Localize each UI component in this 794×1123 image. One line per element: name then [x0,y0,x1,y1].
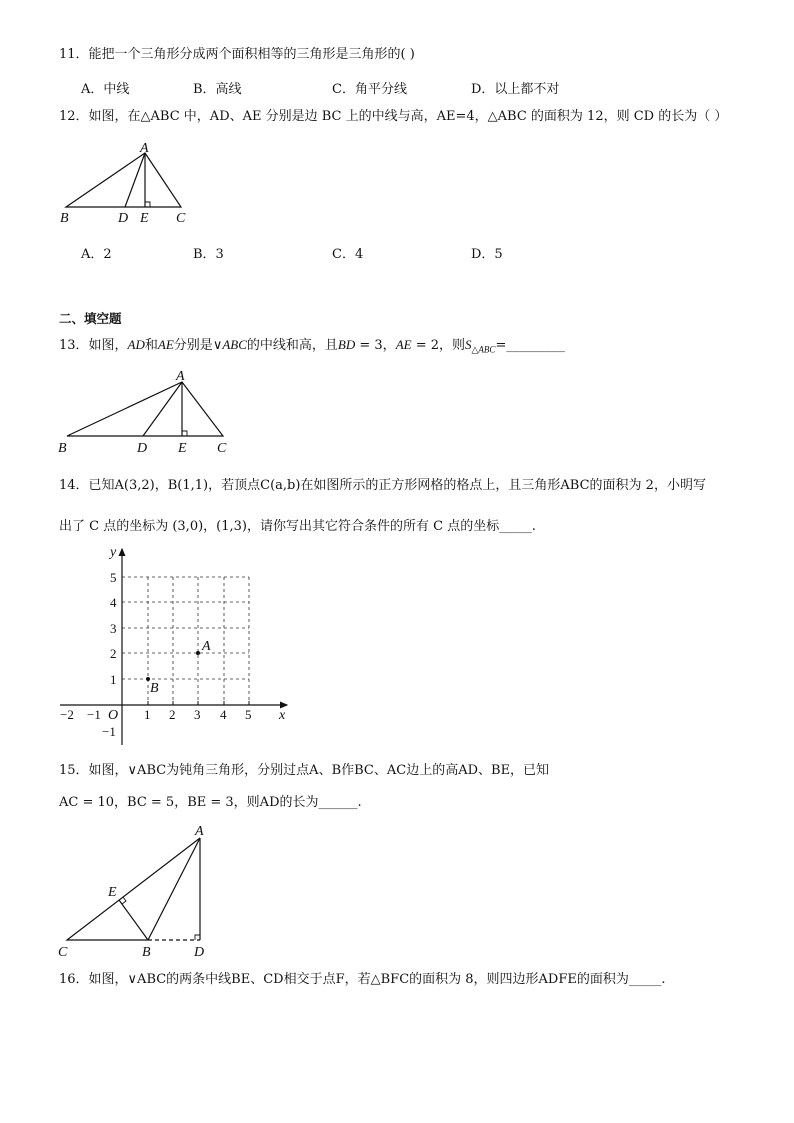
q15-label-d: D [194,945,205,960]
q14-line1: 14．已知A(3,2)，B(1,1)，若顶点C(a,b)在如图所示的正方形网格的格点上，且三角形ABC的面积为 2，小明写 [59,478,706,493]
q14-axis-y-label: y [110,545,117,560]
q14-x-tick: −2 [60,707,74,722]
q14-x-tick: 5 [245,707,252,722]
q13-label-d: D [137,441,148,456]
q13-stem: 13．如图，AD和AE分别是∨ABC的中线和高，且BD = 3，AE = 2，则$S_{\triangle ABC}=\_\_\_\_\_\_\_\_\_$ [59,337,565,355]
q14-y-tick: 4 [110,595,117,610]
q14-origin-label: O [108,708,119,723]
q14-axis-x-label: x [279,708,286,723]
q14-y-tick: 2 [110,646,117,661]
q12-stem: 12．如图，在△ABC 中，AD、AE 分别是边 BC 上的中线与高，AE=4，△ABC 的面积为 12，则 CD 的长为（ ） [59,109,728,124]
q14-point-b-label: B [150,681,159,696]
q12-label-b: B [60,211,69,226]
q14-x-tick: 2 [169,707,176,722]
q16-stem: 16．如图，∨ABC的两条中线BE、CD相交于点F，若△BFC的面积为 8，则四边形ADFE的面积为_____. [59,972,666,987]
q13-label-c: C [217,441,227,456]
q12-option-c: C．4 [332,247,364,262]
q11-option-d: D．以上都不对 [471,82,560,97]
q14-x-tick: 3 [194,707,201,722]
q15-line2: AC = 10，BC = 5，BE = 3，则AD的长为______. [59,795,362,810]
q12-label-c: C [176,211,186,226]
q12-option-d: D．5 [471,247,503,262]
q12-label-a: A [140,141,149,156]
q15-label-e: E [108,885,117,900]
q13-label-a: A [176,369,185,384]
q11-stem: 11．能把一个三角形分成两个面积相等的三角形是三角形的( ) [59,47,415,62]
q14-point-a-label: A [202,639,211,654]
q13-label-e: E [178,441,187,456]
q15-right-angle-mark-d [195,935,200,940]
section-heading: 二、填空题 [59,311,122,326]
q14-y-tick: 1 [110,672,117,687]
q15-label-c: C [58,945,68,960]
q14-x-tick: 4 [220,707,227,722]
q15-triangle-abc [67,838,200,940]
q14-x-tick: 1 [144,707,151,722]
q14-y-tick: 3 [110,621,117,636]
q11-option-b: B．高线 [193,82,242,97]
q12-option-b: B．3 [193,247,224,262]
q11-option-c: C．角平分线 [332,82,407,97]
q14-line2: 出了 C 点的坐标为 (3,0)，(1,3)，请你写出其它符合条件的所有 C 点的坐标_____. [59,519,536,534]
q11-option-a: A．中线 [81,82,130,97]
q15-label-a: A [195,824,204,839]
q13-label-b: B [58,441,67,456]
q15-line1: 15．如图，∨ABC为钝角三角形，分别过点A、B作BC、AC边上的高AD、BE，已知 [59,763,550,778]
q15-altitude-be [119,900,148,940]
q14-y-tick: 5 [110,570,117,585]
q14-x-tick: −1 [87,707,101,722]
q14-y-tick: −1 [102,724,116,739]
q12-option-a: A．2 [81,247,112,262]
q15-label-b: B [142,945,151,960]
q12-label-e: E [140,211,149,226]
q12-label-d: D [118,211,129,226]
